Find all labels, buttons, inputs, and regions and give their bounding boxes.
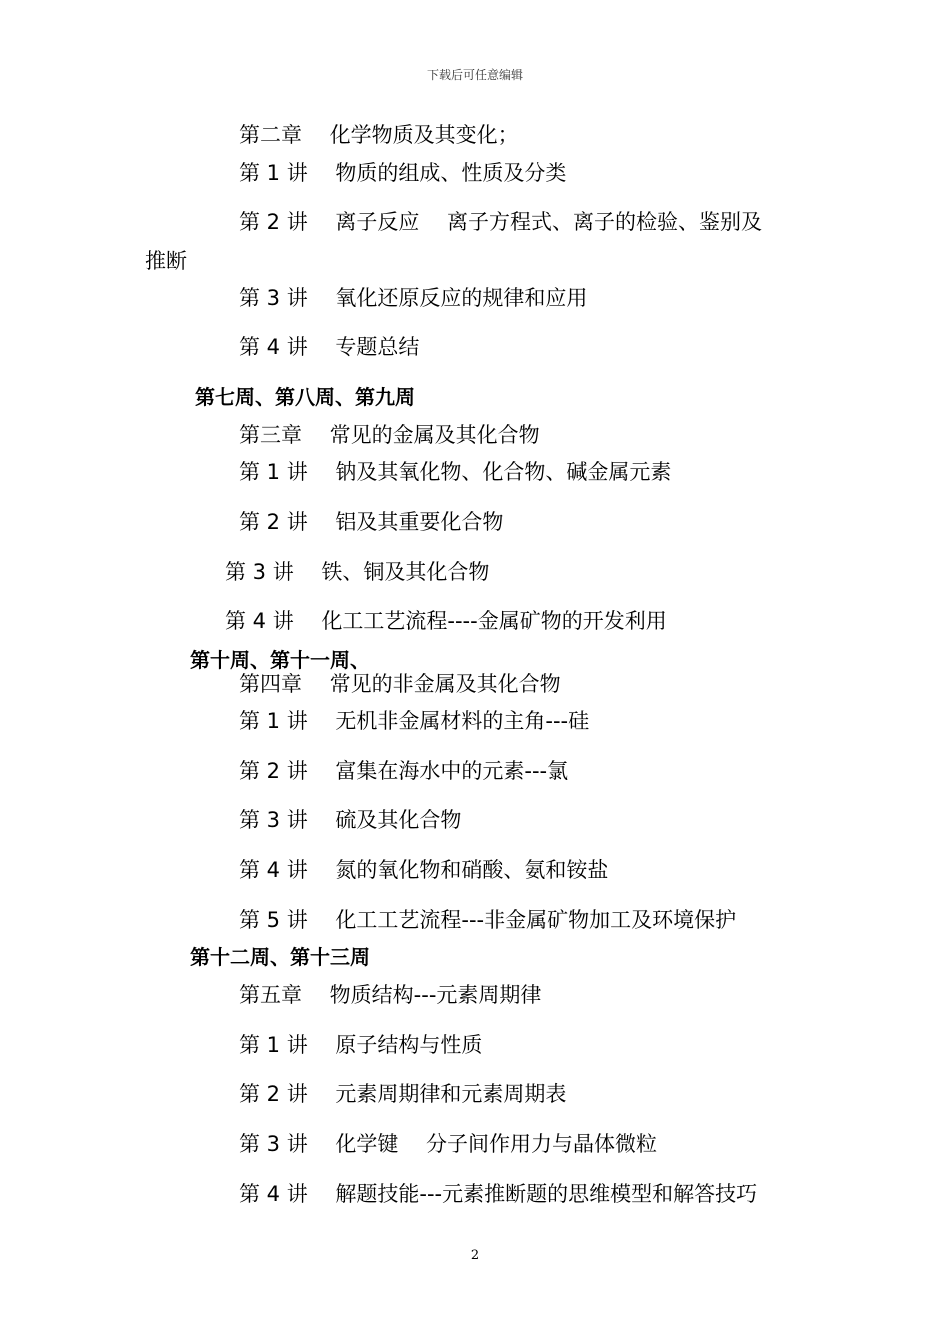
week-heading: 第十二周、第十三周 [190, 945, 370, 969]
lecture-line: 第 2 讲 铝及其重要化合物 [239, 510, 504, 534]
lecture-line: 第 3 讲 硫及其化合物 [239, 808, 462, 832]
page-number: 2 [470, 1248, 480, 1263]
chapter-3-title: 第三章 常见的金属及其化合物 [239, 423, 540, 447]
chapter-5-title: 第五章 物质结构---元素周期律 [239, 983, 542, 1007]
lecture-line: 第 4 讲 解题技能---元素推断题的思维模型和解答技巧 [239, 1182, 758, 1206]
page-header: 下载后可任意编辑 [426, 68, 523, 82]
lecture-line: 第 1 讲 无机非金属材料的主角---硅 [239, 709, 590, 733]
lecture-line: 第 3 讲 氧化还原反应的规律和应用 [239, 286, 588, 310]
lecture-line: 第 3 讲 化学键 分子间作用力与晶体微粒 [239, 1132, 658, 1156]
lecture-line: 第 4 讲 专题总结 [239, 335, 420, 359]
lecture-line: 第 2 讲 元素周期律和元素周期表 [239, 1082, 567, 1106]
lecture-line: 第 4 讲 氮的氧化物和硝酸、氨和铵盐 [239, 858, 609, 882]
week-heading: 第七周、第八周、第九周 [195, 385, 415, 409]
chapter-4-title: 第四章 常见的非金属及其化合物 [239, 672, 561, 696]
lecture-line: 第 1 讲 物质的组成、性质及分类 [239, 161, 567, 185]
chapter-2-title: 第二章 化学物质及其变化； [239, 123, 519, 147]
week-heading: 第十周、第十一周、 [190, 648, 370, 672]
lecture-line: 第 1 讲 原子结构与性质 [239, 1033, 483, 1057]
lecture-line-continued: 推断 [145, 249, 187, 273]
lecture-line: 第 2 讲 离子反应 离子方程式、离子的检验、鉴别及 [239, 210, 763, 234]
lecture-line: 第 1 讲 钠及其氧化物、化合物、碱金属元素 [239, 460, 672, 484]
lecture-line: 第 4 讲 化工工艺流程----金属矿物的开发利用 [225, 609, 667, 633]
lecture-line: 第 3 讲 铁、铜及其化合物 [225, 560, 490, 584]
lecture-line: 第 2 讲 富集在海水中的元素---氯 [239, 759, 569, 783]
lecture-line: 第 5 讲 化工工艺流程---非金属矿物加工及环境保护 [239, 908, 737, 932]
